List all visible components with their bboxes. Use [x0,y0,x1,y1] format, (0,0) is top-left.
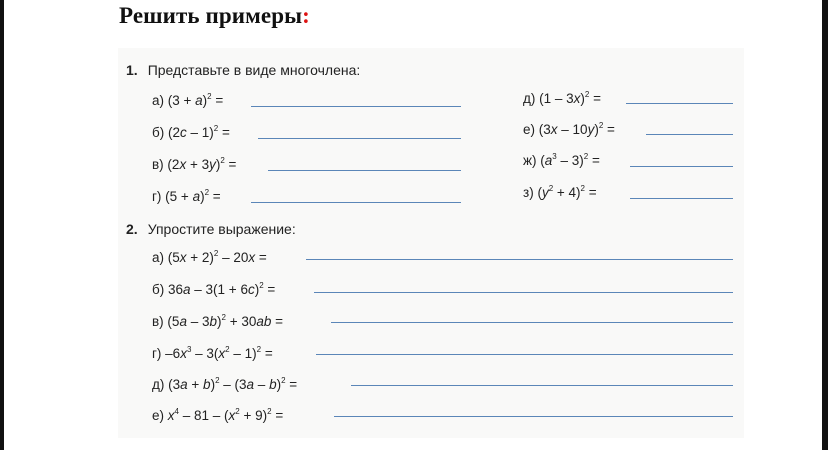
item-label: г) [152,189,162,204]
item-label: е) [152,408,165,423]
task2-item-e: е) $x^4 - 81 - (x^2 + 9)^2$ = [152,407,284,423]
item-label: б) [152,282,165,297]
task1-heading [126,62,360,78]
answer-line-2v[interactable] [331,322,733,323]
task2-item-g: г) $-6x^3 - 3(x^2 - 1)^2$ = [152,345,273,361]
task2-number: 2. [126,221,138,237]
item-label: а) [152,93,165,108]
title-text: Решить примеры [119,3,303,28]
task1-number: 1. [126,62,138,78]
right-border [822,0,828,450]
answer-line-1v[interactable] [268,170,461,171]
item-label: в) [152,314,164,329]
answer-line-1a[interactable] [251,106,461,107]
left-border [0,0,4,450]
title-colon: : [302,3,310,28]
page-title [119,3,310,29]
task2-item-b: б) $36a - 3(1 + 6c)^2$ = [152,281,276,297]
answer-line-1z[interactable] [630,198,733,199]
task2-item-a: а) $(5x + 2)^2 - 20x$ = [152,249,267,265]
task1-item-a: а) $(3 + a)^2$ = [152,92,224,108]
task1-item-d: д) (1 – 3x)$^2$ = [523,90,601,106]
item-label: е) [523,122,536,137]
task1-heading-text: Представьте в виде многочлена: [147,62,361,78]
task2-heading-text: Упростите выражение: [147,221,296,237]
task1-item-e: е) (3x – 10y)$^2$ = [523,121,615,137]
task2-item-v: в) (5a – 3b)$^2$ + 30ab = [152,313,284,329]
task1-item-z: з) $(y^2 + 4)^2$ = [523,184,597,200]
answer-line-1b[interactable] [258,138,461,139]
item-label: в) [152,157,164,172]
answer-line-1e[interactable] [646,134,733,135]
answer-line-2e[interactable] [334,416,733,417]
answer-line-2d[interactable] [351,385,733,386]
item-label: б) [152,125,165,140]
task1-item-g: г) $(5 + a)^2$ = [152,188,221,204]
task2-item-d: д) $(3a + b)^2 - (3a - b)^2$ = [152,376,298,392]
item-label: д) [152,377,165,392]
task1-item-v: в) $(2x + 3y)^2$ = [152,156,237,172]
item-label: г) [152,346,162,361]
answer-line-2g[interactable] [316,354,733,355]
answer-line-1zh[interactable] [630,166,733,167]
item-label: д) [523,91,536,106]
item-label: а) [152,250,165,265]
task2-heading [126,221,296,237]
answer-line-1d[interactable] [626,103,733,104]
answer-line-2a[interactable] [306,259,733,260]
item-label: ж) [523,153,537,168]
answer-line-1g[interactable] [251,202,461,203]
task1-item-b: б) (2c – 1)$^2$ = [152,124,230,140]
task1-item-zh: ж) $(a^3 - 3)^2$ = [523,152,600,168]
item-label: з) [523,185,534,200]
answer-line-2b[interactable] [314,292,733,293]
